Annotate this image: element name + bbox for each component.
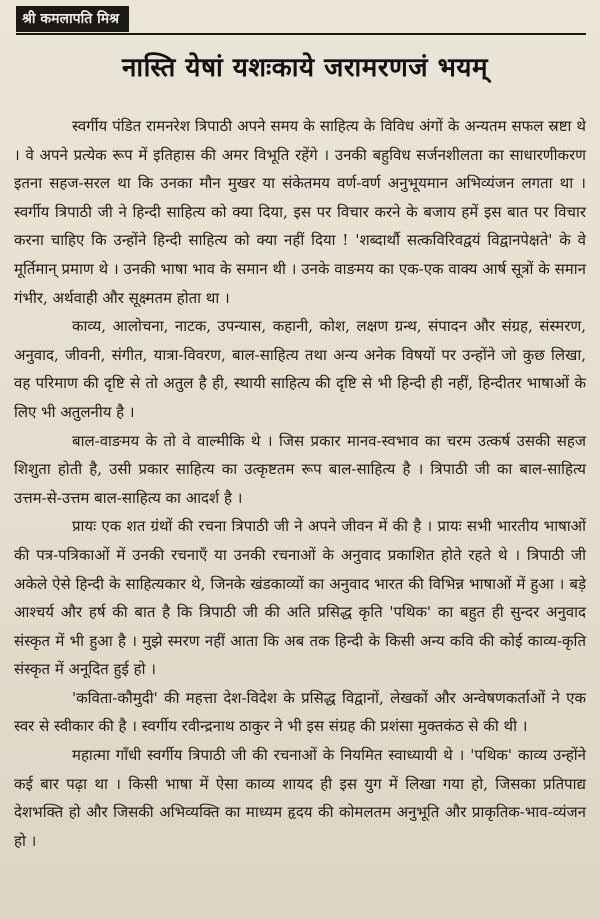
paragraph-1: स्वर्गीय पंडित रामनरेश त्रिपाठी अपने समय के साहित्य के विविध अंगों के अन्यतम सफल स्रष्टा थे । वे अपने प्रत्येक रूप में इतिहास की अमर विभूति रहेंगे । उनकी बहुविध सर्जनशीलता का साधारणीकरण इतना सहज-सरल था कि उनका मौन मुखर या संकेतमय वर्ण-वर्ण अनुभूयमान अभिव्यंजन लगता था । स्वर्गीय त्रिपाठी जी ने हिन्दी साहित्य को क्या दिया, इस पर विचार करने के बजाय हमें इस बात पर विचार करना चाहिए कि उन्होंने हिन्दी साहित्य को क्या नहीं दिया ! 'शब्दार्थौ सत्कविरिवद्वयं विद्वानपेक्षते' के वे मूर्तिमान् प्रमाण थे । उनकी भाषा भाव के समान थी । उनके वाङमय का एक-एक वाक्य आर्ष सूत्रों के समान गंभीर, अर्थवाही और सूक्ष्मतम होता था । [14,117,586,307]
page-header [16,6,586,34]
paragraph-6: महात्मा गाँधी स्वर्गीय त्रिपाठी जी की रचनाओं के नियमित स्वाध्यायी थे । 'पथिक' काव्य उन्होंने कई बार पढ़ा था । किसी भाषा में ऐसा काव्य शायद ही इस युग में लिखा गया हो, जिसका प्रतिपाद्य देशभक्ति हो और जिसकी अभिव्यक्ति का माध्यम हृदय की कोमलतम अनुभूति और प्राकृतिक-भाव-व्यंजन हो । [14,746,586,850]
paragraph-5: 'कविता-कौमुदी' की महत्ता देश-विदेश के प्रसिद्ध विद्वानों, लेखकों और अन्वेषणकर्ताओं ने एक स्वर से स्वीकार की है । स्वर्गीय रवीन्द्रनाथ ठाकुर ने भी इस संग्रह की प्रशंसा मुक्तकंठ से की थी । [14,688,586,736]
author-name: श्री कमलापति मिश्र [16,6,129,32]
article-body [14,112,586,855]
header-rule [16,33,586,35]
paragraph-3: बाल-वाङमय के तो वे वाल्मीकि थे । जिस प्रकार मानव-स्वभाव का चरम उत्कर्ष उसकी सहज शिशुता होती है, उसी प्रकार साहित्य का उत्कृष्टतम रूप बाल-साहित्य है । त्रिपाठी जी का बाल-साहित्य उत्तम-से-उत्तम बाल-साहित्य का आदर्श है । [14,431,586,507]
article-title: नास्ति येषां यशःकाये जरामरणजं भयम् [121,53,488,83]
paragraph-4: प्रायः एक शत ग्रंथों की रचना त्रिपाठी जी ने अपने जीवन में की है । प्रायः सभी भारतीय भाषाओं की पत्र-पत्रिकाओं में उनकी रचनाएँ या उनकी रचनाओं के अनुवाद प्रकाशित होते रहते थे । त्रिपाठी जी अकेले ऐसे हिन्दी के साहित्यकार थे, जिनके खंडकाव्यों का अनुवाद भारत की विभिन्न भाषाओं में हुआ । बड़े आश्चर्य और हर्ष की बात है कि त्रिपाठी जी की अति प्रसिद्ध कृति 'पथिक' का बहुत ही सुन्दर अनुवाद संस्कृत में भी हुआ है । मुझे स्मरण नहीं आता कि अब तक हिन्दी के किसी अन्य कवि की कोई काव्य-कृति संस्कृत में अनूदित हुई हो । [14,517,586,679]
paragraph-2: काव्य, आलोचना, नाटक, उपन्यास, कहानी, कोश, लक्षण ग्रन्थ, संपादन और संग्रह, संस्मरण, अनुवाद, जीवनी, संगीत, यात्रा-विवरण, बाल-साहित्य तथा अन्य अनेक विषयों पर उन्होंने जो कुछ लिखा, वह परिमाण की दृष्टि से तो अतुल है ही, स्थायी साहित्य की दृष्टि से भी हिन्दी ही नहीं, हिन्दीतर भाषाओं के लिए भी अतुलनीय है । [14,317,586,421]
